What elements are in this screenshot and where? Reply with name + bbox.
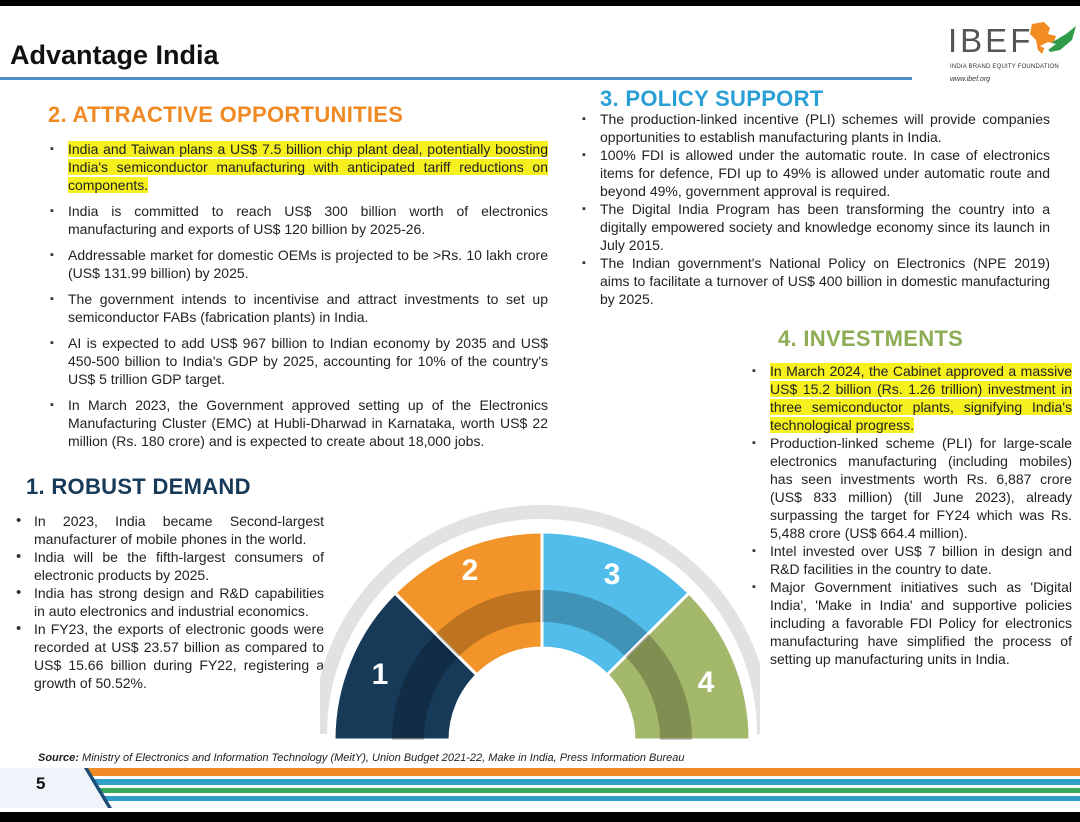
demand-heading: 1. ROBUST DEMAND [26,474,251,499]
slide [0,6,1080,812]
list-item [750,362,1072,434]
list-item: ▪ The Digital India Program has been transforming the country into a digitally empowered society and knowledge economy since its launch in July 2015. [580,200,1050,254]
source-note [38,752,684,764]
list-item: • India will be the fifth-largest consumers of electronic products by 2025. [14,548,324,584]
list-item: ▪ 100% FDI is allowed under the automatic route. In case of electronics items for defence, FDI up to 49% is allowed under automatic route and beyond 49%, government approval is required. [580,146,1050,200]
policy-heading: 3. POLICY SUPPORT [600,86,824,111]
list-item: ▪ India is committed to reach US$ 300 billion worth of electronics manufacturing and exports of US$ 120 billion by 2025-26. [48,202,548,238]
source-text: Ministry of Electronics and Information Technology (MeitY), Union Budget 2021-22, Make in India, Press Information Bureau [78,752,685,764]
highlighted-text: India and Taiwan plans a US$ 7.5 billion chip plant deal, potentially boosting India's semiconductor manufacturing with anticipated tariff reductions on components. [68,141,548,193]
list-item: ▪ Addressable market for domestic OEMs is projected to be >Rs. 10 lakh crore (US$ 131.99 billion) by 2025. [48,246,548,282]
gauge-label-4: 4 [697,666,715,699]
investments-heading: 4. INVESTMENTS [778,326,964,351]
logo-url: www.ibef.org [950,76,991,83]
opportunities-list [48,140,548,458]
list-item: ▪ The government intends to incentivise and attract investments to set up semiconductor FABs (fabrication plants) in India. [48,290,548,326]
logo-wordmark: IBEF [948,22,1034,59]
gauge-label-1: 1 [371,658,389,691]
ibef-logo [944,20,1080,100]
title-divider [0,77,912,80]
list-item: • In 2023, India became Second-largest manufacturer of mobile phones in the world. [14,512,324,548]
gauge-label-3: 3 [603,558,621,591]
list-item: ▪ Major Government initiatives such as 'Digital India', 'Make in India' and supportive policies including a favorable FDI Policy for electronics manufacturing have simplified the process of setting up manufacturing units in India. [750,578,1072,668]
demand-list [14,512,324,692]
list-item: ▪ The production-linked incentive (PLI) schemes will provide companies opportunities to establish manufacturing plants in India. [580,110,1050,146]
list-item: • In FY23, the exports of electronic goods were recorded at US$ 23.57 billion as compared to US$ 15.66 billion during FY22, registering a growth of 50.52%. [14,620,324,692]
highlighted-text: In March 2024, the Cabinet approved a massive US$ 15.2 billion (Rs. 1.26 trillion) investment in three semiconductor plants, signifying India's technological progress. [770,363,1072,433]
page-title: Advantage India [10,40,219,70]
investments-list [750,362,1072,668]
source-label: Source: [38,752,79,764]
gauge-label-2: 2 [461,554,479,587]
list-item: ▪ The Indian government's National Policy on Electronics (NPE 2019) aims to facilitate a turnover of US$ 400 billion in domestic manufacturing by 2025. [580,254,1050,308]
page-number: 5 [36,774,46,793]
policy-list [580,110,1050,308]
opportunities-heading: 2. ATTRACTIVE OPPORTUNITIES [48,102,404,127]
india-map-icon [1026,20,1078,64]
list-item: ▪ Intel invested over US$ 7 billion in design and R&D facilities in the country to date. [750,542,1072,578]
list-item: ▪ AI is expected to add US$ 967 billion to Indian economy by 2035 and US$ 450-500 billion to India's GDP by 2025, accounting for 10% of the country's US$ 5 trillion GDP target. [48,334,548,388]
list-item: • India has strong design and R&D capabilities in auto electronics and industrial economics. [14,584,324,620]
logo-tagline: INDIA BRAND EQUITY FOUNDATION [950,64,1059,70]
list-item [48,140,548,194]
list-item: ▪ Production-linked scheme (PLI) for large-scale electronics manufacturing (including mobiles) has seen investments worth Rs. 6,887 crore (US$ 833 million) (till June 2023), already surpassing the target for FY24 which was Rs. 5,488 crore (US$ 664.4 million). [750,434,1072,542]
gauge-graphic [320,496,760,740]
list-item: ▪ In March 2023, the Government approved setting up of the Electronics Manufacturing Cluster (EMC) at Hubli-Dharwad in Karnataka, worth US$ 22 million (Rs. 180 crore) and is expected to create about 18,000 jobs. [48,396,548,450]
footer-band [0,768,1080,812]
